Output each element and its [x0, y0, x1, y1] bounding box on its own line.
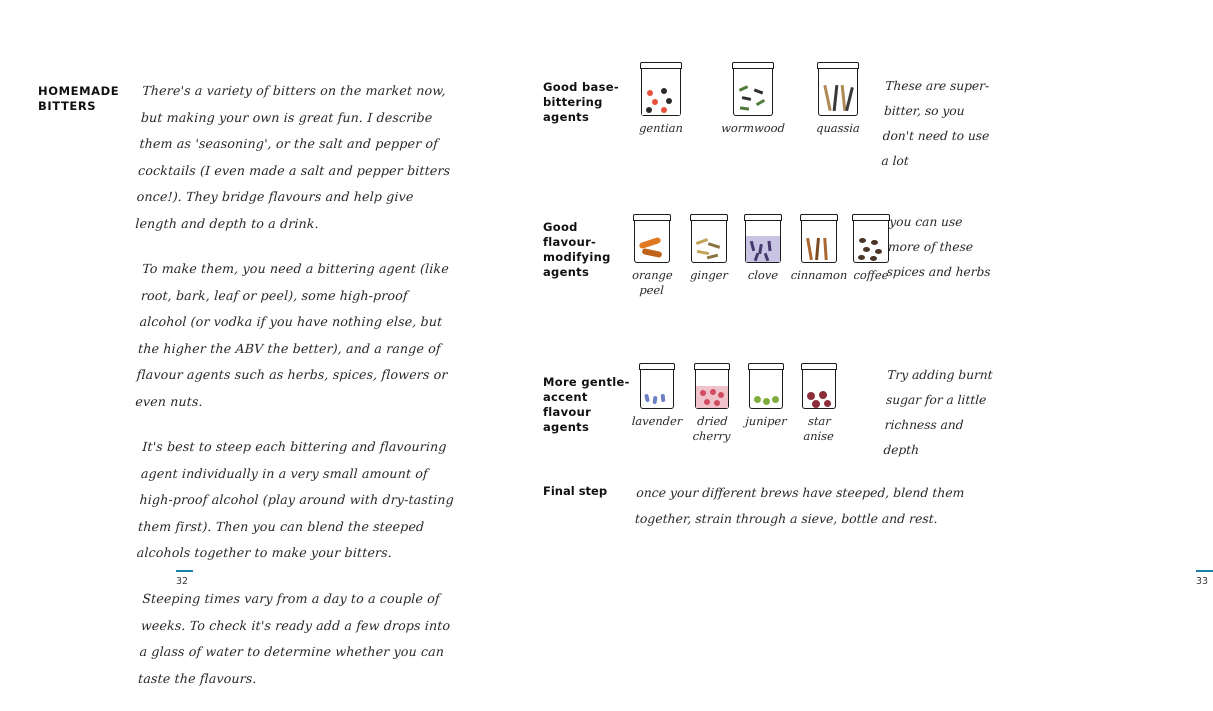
- left-page: [0, 0, 500, 685]
- jar-caption: cinnamon: [790, 268, 848, 282]
- paragraph: It's best to steep each bittering and flavouring agent individually in a very small amount of high-proof alcohol (play around with dry-tasting them first). Then you can blend the steeped alcohols together to make your bitters.: [136, 439, 455, 560]
- right-page: [500, 0, 1209, 605]
- jar-contents: [819, 81, 857, 115]
- jar-item-wormwood: [718, 62, 788, 136]
- jar-contents: [734, 83, 772, 115]
- jar-item-quassia: [803, 62, 873, 136]
- row-label-base-bittering: Good base-bittering agents: [543, 80, 619, 124]
- jar-contents: [802, 235, 836, 262]
- final-step-label: Final step: [543, 484, 608, 498]
- jar-contents: [854, 234, 888, 262]
- jar-icon: [801, 214, 837, 263]
- jar-item-juniper: [740, 363, 792, 429]
- jar-lid-icon: [639, 363, 674, 370]
- jar-contents: [641, 390, 673, 408]
- jar-item-dried-cherry: [686, 363, 738, 444]
- final-step-text: once your different brews have steeped, blend them together, strain through a sieve, bottle and rest.: [634, 485, 965, 526]
- body-text-column: [135, 78, 458, 711]
- jar-icon: [853, 214, 889, 263]
- jar-caption: star anise: [803, 414, 835, 443]
- jar-caption: lavender: [631, 414, 683, 428]
- jar-icon: [802, 363, 836, 409]
- folio-rule: [1196, 570, 1213, 572]
- jar-contents: [696, 386, 728, 408]
- jar-icon: [634, 214, 670, 263]
- folio-left: [176, 570, 193, 587]
- folio-right: [1196, 570, 1213, 587]
- jar-lid-icon: [640, 62, 681, 69]
- jar-contents: [635, 234, 669, 262]
- jar-lid-icon: [694, 363, 729, 370]
- jar-caption: ginger: [689, 268, 729, 282]
- jar-lid-icon: [744, 214, 781, 221]
- jar-icon: [641, 62, 681, 116]
- page-number: 33: [1196, 576, 1209, 587]
- jar-icon: [818, 62, 858, 116]
- jar-contents: [803, 388, 835, 408]
- jar-caption: coffee: [853, 268, 889, 282]
- page-title: HOMEMADE BITTERS: [38, 84, 120, 113]
- jar-item-cinnamon: [790, 214, 848, 283]
- note-flavour-modifying: you can use more of these spices and herbs: [886, 215, 991, 279]
- paragraph: To make them, you need a bittering agent (like root, bark, leaf or peel), some high-proof alcohol (or vodka if you have nothing else, but the higher the ABV the better), and a range of flavour agents such as herbs, spices, flowers or even nuts.: [135, 261, 450, 409]
- jar-icon: [745, 214, 781, 263]
- jar-caption: orange peel: [631, 268, 674, 297]
- jar-caption: gentian: [638, 121, 684, 135]
- jar-lid-icon: [732, 62, 773, 69]
- page-number: 32: [176, 576, 189, 587]
- jar-contents: [750, 393, 782, 408]
- jar-item-star-anise: [793, 363, 845, 444]
- jar-lid-icon: [852, 214, 889, 221]
- jar-caption: wormwood: [720, 121, 786, 135]
- paragraph: Steeping times vary from a day to a couple of weeks. To check it's ready add a few drops into a glass of water to determine whether you can taste the flavours.: [137, 590, 451, 685]
- jar-caption: clove: [747, 268, 779, 282]
- jar-item-ginger: [683, 214, 735, 283]
- jar-item-gentian: [628, 62, 694, 136]
- jar-contents: [692, 235, 726, 262]
- folio-rule: [176, 570, 193, 572]
- jar-lid-icon: [748, 363, 783, 370]
- row-label-gentle-accent: More gentle-accent flavour agents: [543, 375, 630, 434]
- jar-icon: [749, 363, 783, 409]
- jar-item-clove: [737, 214, 789, 283]
- jar-icon: [691, 214, 727, 263]
- jar-lid-icon: [817, 62, 858, 69]
- paragraph: There's a variety of bitters on the market now, but making your own is great fun. I describe them as 'seasoning', or the salt and pepper of cocktails (I even made a salt and pepper bitters once!). They bridge flavours and help give length and depth to a drink.: [135, 83, 451, 231]
- note-gentle-accent: Try adding burnt sugar for a little richness and depth: [883, 368, 993, 457]
- jar-caption: juniper: [744, 414, 788, 428]
- jar-icon: [640, 363, 674, 409]
- jar-item-orange-peel: [624, 214, 680, 298]
- jar-caption: dried cherry: [692, 414, 731, 443]
- jar-contents: [642, 85, 680, 115]
- row-label-flavour-modifying: Good flavour-modifying agents: [543, 220, 611, 279]
- jar-icon: [695, 363, 729, 409]
- jar-item-lavender: [628, 363, 686, 429]
- jar-lid-icon: [633, 214, 670, 221]
- jar-lid-icon: [800, 214, 837, 221]
- note-base-bittering: These are super-bitter, so you don't need to use a lot: [881, 79, 990, 168]
- jar-lid-icon: [801, 363, 836, 370]
- jar-caption: quassia: [815, 121, 861, 135]
- jar-icon: [733, 62, 773, 116]
- jar-contents: [746, 236, 780, 262]
- jar-lid-icon: [690, 214, 727, 221]
